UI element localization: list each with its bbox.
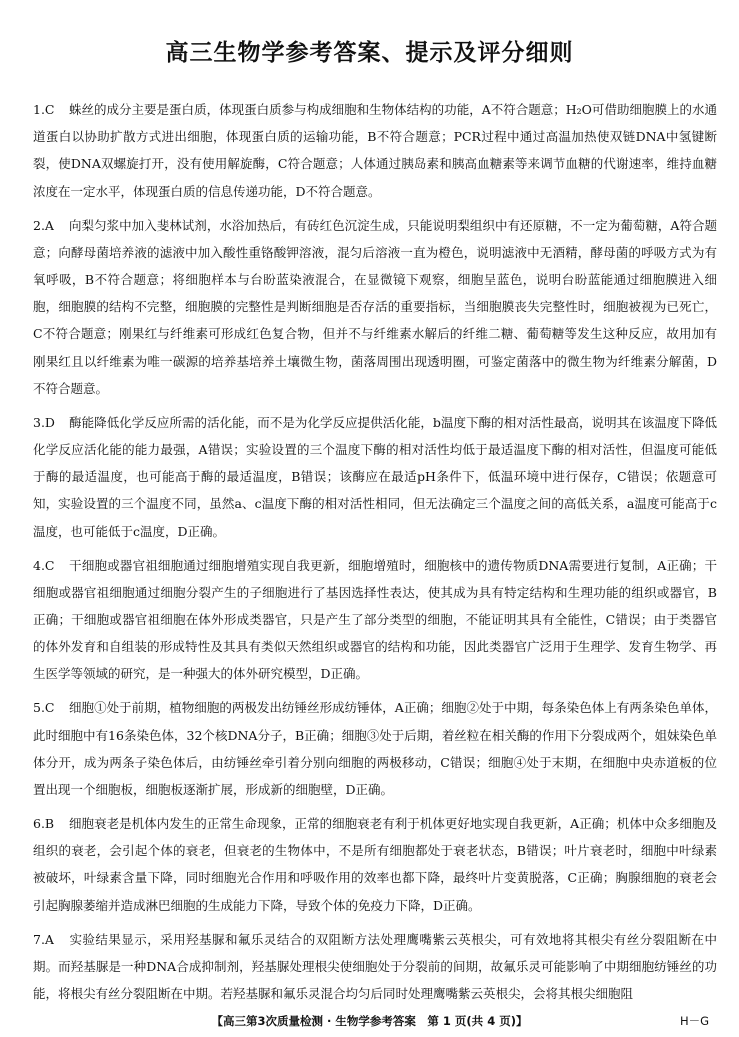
answer-text: 细胞①处于前期，植物细胞的两极发出纺锤丝形成纺锤体，A正确；细胞②处于中期，每条染色体上有两条染色单体，此时细胞中有16条染色体，32个核DNA分子，B正确；细胞③处于后期，着丝粒在相关酶的作用下分裂成两个，姐妹染色单体分开，成为两条子染色体后，由纺锤丝牵引着分别向细胞的两极移动，C错误；细胞④处于末期，在细胞中央赤道板的位置出现一个细胞板，细胞板逐渐扩展，形成新的细胞壁，D正确。 <box>33 700 717 798</box>
page-footer <box>0 1013 739 1031</box>
answer-text: 实验结果显示，采用羟基脲和氟乐灵结合的双阻断方法处理鹰嘴紫云英根尖，可有效地将其根尖有丝分裂阻断在中期。而羟基脲是一种DNA合成抑制剂，羟基脲处理根尖使细胞处于分裂前的间期，故氟乐灵可能影响了中期细胞纺锤丝的功能，将根尖有丝分裂阻断在中期。若羟基脲和氟乐灵混合均匀后同时处理鹰嘴紫云英根尖，会将其根尖细胞阻 <box>33 931 717 1002</box>
answer-number: 2.A <box>33 217 54 233</box>
footer-text: 【高三第3次质量检测 · 生物学参考答案 第 1 页(共 4 页)】 <box>211 1014 528 1028</box>
answer-item-3 <box>33 409 717 545</box>
footer-code: H－G <box>679 1014 709 1028</box>
answer-text: 细胞衰老是机体内发生的正常生命现象，正常的细胞衰老有利于机体更好地实现自我更新，A正确；机体中众多细胞及组织的衰老，会引起个体的衰老，但衰老的生物体中，不是所有细胞都处于衰老状态，B错误；叶片衰老时，细胞中叶绿素被破坏，叶绿素含量下降，同时细胞光合作用和呼吸作用的效率也都下降，最终叶片变黄脱落，C正确；胸腺细胞的衰老会引起胸腺萎缩并造成淋巴细胞的生成能力下降，导致个体的免疫力下降，D正确。 <box>33 816 717 913</box>
answer-item-4 <box>33 552 717 688</box>
answer-text: 干细胞或器官祖细胞通过细胞增殖实现自我更新，细胞增殖时，细胞核中的遗传物质DNA需要进行复制，A正确；干细胞或器官祖细胞通过细胞分裂产生的子细胞进行了基因选择性表达，使其成为具有特定结构和生理功能的组织或器官，B正确；干细胞或器官祖细胞在体外形成类器官，只是产生了部分类型的细胞，不能证明其具有全能性，C错误；由于类器官的体外发育和自组装的形成特性及其具有类似天然组织或器官的结构和功能，因此类器官广泛用于生理学、发育生物学、再生医学等领域的研究，是一种强大的体外研究模型，D正确。 <box>33 557 717 682</box>
answer-text: 向梨匀浆中加入斐林试剂，水浴加热后，有砖红色沉淀生成，只能说明梨组织中有还原糖，不一定为葡萄糖，A符合题意；向酵母菌培养液的滤液中加入酸性重铬酸钾溶液，混匀后溶液一直为橙色，说明滤液中无酒精，酵母菌的呼吸方式为有氧呼吸，B不符合题意；将细胞样本与台盼蓝染液混合，在显微镜下观察，细胞呈蓝色，说明台盼蓝能通过细胞膜进入细胞，细胞膜的结构不完整，细胞膜的完整性是判断细胞是否存活的重要指标，当细胞膜丧失完整性时，细胞被视为已死亡，C不符合题意；刚果红与纤维素可形成红色复合物，但并不与纤维素水解后的纤维二糖、葡萄糖等发生这种反应，故用加有刚果红且以纤维素为唯一碳源的培养基培养土壤微生物，菌落周围出现透明圈，可鉴定菌落中的微生物为纤维素分解菌，D不符合题意。 <box>33 217 717 396</box>
answer-item-6 <box>33 810 717 919</box>
answer-item-1 <box>33 96 717 205</box>
page-title: 高三生物学参考答案、提示及评分细则 <box>165 40 574 66</box>
answer-number: 4.C <box>33 557 55 573</box>
answer-number: 3.D <box>33 414 55 430</box>
answer-number: 7.A <box>33 931 54 947</box>
answer-number: 5.C <box>33 700 55 716</box>
answer-list <box>33 96 717 1014</box>
answer-text: 酶能降低化学反应所需的活化能，而不是为化学反应提供活化能，b温度下酶的相对活性最高，说明其在该温度下降低化学反应活化能的能力最强，A错误；实验设置的三个温度下酶的相对活性均低于最适温度下酶的相对活性，但温度可能低于酶的最适温度，也可能高于酶的最适温度，B错误；该酶应在最适pH条件下，低温环境中进行保存，C错误；依题意可知，实验设置的三个温度不同，虽然a、c温度下酶的相对活性相同，但无法确定三个温度之间的高低关系，a温度可能高于c温度，也可能低于c温度，D正确。 <box>33 414 717 539</box>
answer-number: 1.C <box>33 102 55 117</box>
answer-item-7 <box>33 926 717 1008</box>
answer-item-2 <box>33 212 717 402</box>
answer-item-5 <box>33 694 717 803</box>
answer-number: 6.B <box>33 816 55 832</box>
answer-text: 蛛丝的成分主要是蛋白质，体现蛋白质参与构成细胞和生物体结构的功能，A不符合题意；H₂O可借助细胞膜上的水通道蛋白以协助扩散方式进出细胞，体现蛋白质的运输功能，B不符合题意；PCR过程中通过高温加热使双链DNA中氢键断裂，使DNA双螺旋打开，没有使用解旋酶，C符合题意；人体通过胰岛素和胰高血糖素等来调节血糖的代谢速率，维持血糖浓度在一定水平，体现蛋白质的信息传递功能，D不符合题意。 <box>33 102 717 199</box>
